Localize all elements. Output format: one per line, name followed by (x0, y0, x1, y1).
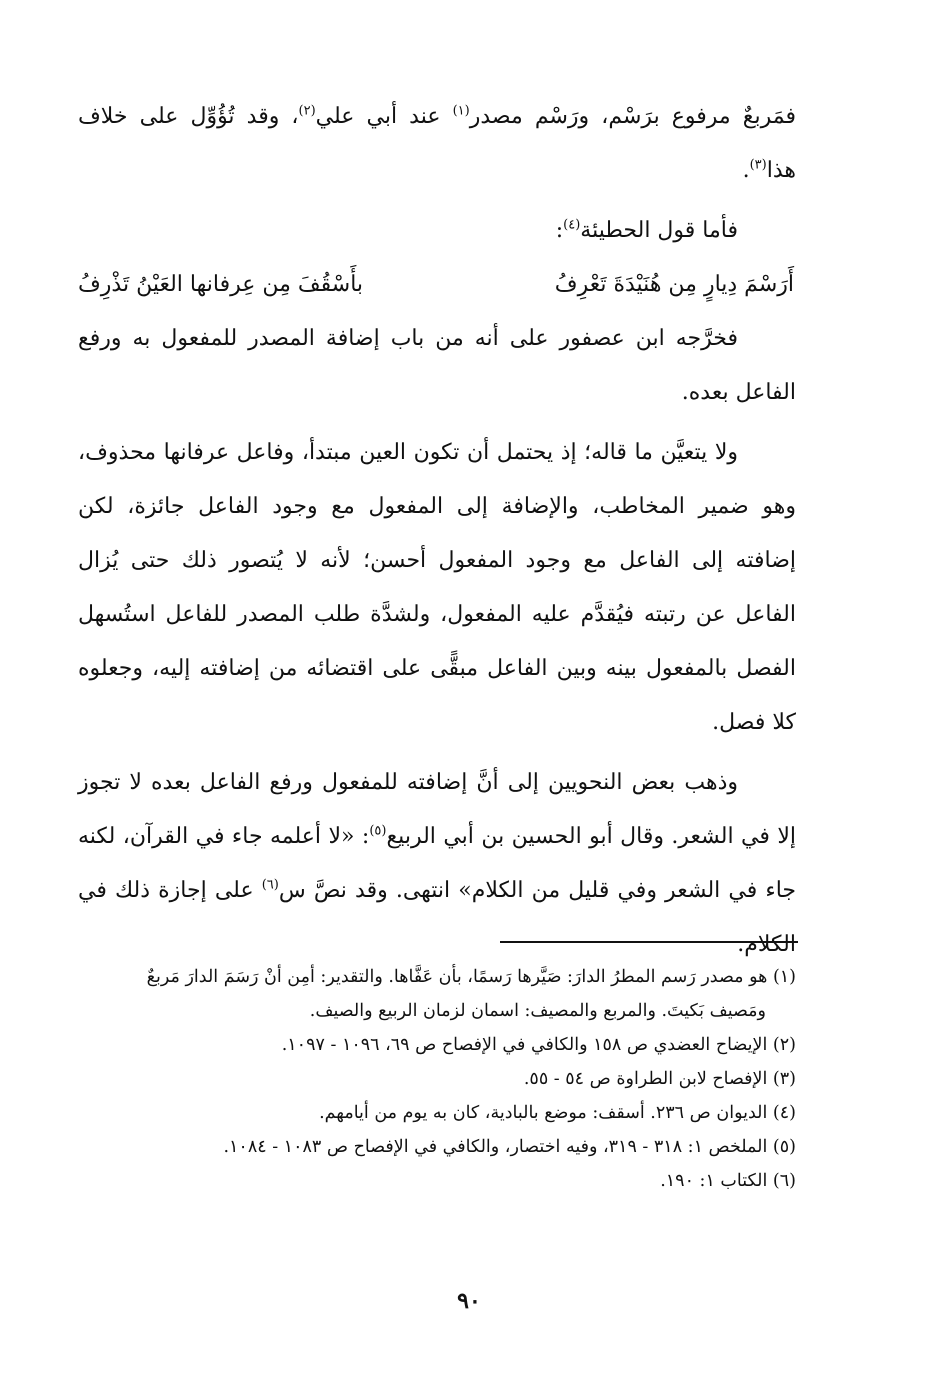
footnote-1 (78, 960, 796, 994)
footnote-1-continuation (78, 994, 796, 1028)
footnote-ref-4[interactable]: (٤) (563, 217, 581, 233)
footnote-5: (٥) الملخص ١: ٣١٨ - ٣١٩، وفيه اختصار، والكافي في الإفصاح ص ١٠٨٣ - ١٠٨٤. (223, 1137, 796, 1157)
page-number: ٩٠ (457, 1288, 481, 1314)
footnote-1-line-1: (١) هو مصدر رَسم المطرُ الدارَ: صَيَّرها رَسمًا، بأن عَفَّاها. والتقدير: أمِن أنْ رَسَمَ الدارَ مَربعٌ (146, 967, 796, 987)
paragraph-2-colon: : (555, 218, 564, 243)
footnote-ref-3[interactable]: (٣) (749, 157, 767, 173)
footnote-1-line-2: ومَصيف بَكيتَ. والمربع والمصيف: اسمان لزمان الربيع والصيف. (309, 1001, 766, 1021)
paragraph-4-text: ولا يتعيَّن ما قاله؛ إذ يحتمل أن تكون العين مبتدأ، وفاعل عرفانها محذوف، وهو ضمير المخاطب، والإضافة إلى المفعول مع وجود الفاعل جائزة، لكن إضافته إلى الفاعل مع وجود المفعول أحسن؛ لأنه لا يُتصور ذلك حتى يُزال الفاعل عن رتبته فيُقدَّم عليه المفعول، ولشدَّة طلب المصدر للفاعل استُسهل الفصل بالمفعول بينه وبين الفاعل مبقًّى على اقتضائه من إضافته إليه، وجعلوه كلا فصل. (78, 440, 796, 735)
paragraph-4 (78, 426, 796, 750)
paragraph-1-text-d: . (742, 158, 750, 183)
paragraph-5-text-b: : «لا أعلمه جاء في القرآن، لكنه جاء في الشعر وفي قليل من الكلام» انتهى. وقد نصَّ س (78, 824, 796, 903)
footnote-ref-1[interactable]: (١) (452, 103, 470, 119)
footnote-separator-rule (500, 941, 798, 943)
main-text (78, 90, 796, 972)
footnote-ref-2[interactable]: (٢) (298, 103, 316, 119)
footnotes (78, 960, 796, 1198)
paragraph-3-text: فخرَّجه ابن عصفور على أنه من باب إضافة المصدر للمفعول به ورفع الفاعل بعده. (78, 326, 796, 405)
paragraph-1 (78, 90, 796, 198)
paragraph-1-text-c: ، وقد تُؤُوِّل على خلاف هذا (78, 104, 796, 183)
verse-first-hemistich: أَرَسْمَ دِيارٍ مِن هُنَيْدَةَ تَعْرِفُ (554, 272, 794, 297)
paragraph-5-text-a: وذهب بعض النحويين إلى أنَّ إضافته للمفعول ورفع الفاعل بعده لا تجوز إلا في الشعر. وقال أبو الحسين بن أبي الربيع (78, 770, 796, 849)
paragraph-1-text-a: فمَربعٌ مرفوع برَسْم، ورَسْم مصدر (469, 104, 797, 129)
footnote-6: (٦) الكتاب ١: ١٩٠. (660, 1171, 796, 1191)
paragraph-3 (78, 312, 796, 420)
paragraph-5-text-c: على إجازة ذلك في الكلام. (78, 878, 796, 957)
footnote-4: (٤) الديوان ص ٢٣٦. أسقف: موضع بالبادية، كان به يوم من أيامهم. (319, 1103, 796, 1123)
footnote-ref-6[interactable]: (٦) (261, 877, 279, 893)
paragraph-5 (78, 756, 796, 972)
poetry-verse (78, 258, 796, 312)
paragraph-2 (78, 204, 796, 258)
footnote-ref-5[interactable]: (٥) (369, 823, 387, 839)
footnote-3: (٣) الإفصاح لابن الطراوة ص ٥٤ - ٥٥. (523, 1069, 796, 1089)
paragraph-1-text-b: عند أبي علي (315, 104, 453, 129)
paragraph-2-text: فأما قول الحطيئة (580, 218, 738, 243)
footnote-2: (٢) الإيضاح العضدي ص ١٥٨ والكافي في الإفصاح ص ٦٩، ١٠٩٦ - ١٠٩٧. (281, 1035, 796, 1055)
verse-second-hemistich: بأَسْقُفَ مِن عِرفانها العَيْنُ تَذْرِفُ (78, 272, 364, 297)
